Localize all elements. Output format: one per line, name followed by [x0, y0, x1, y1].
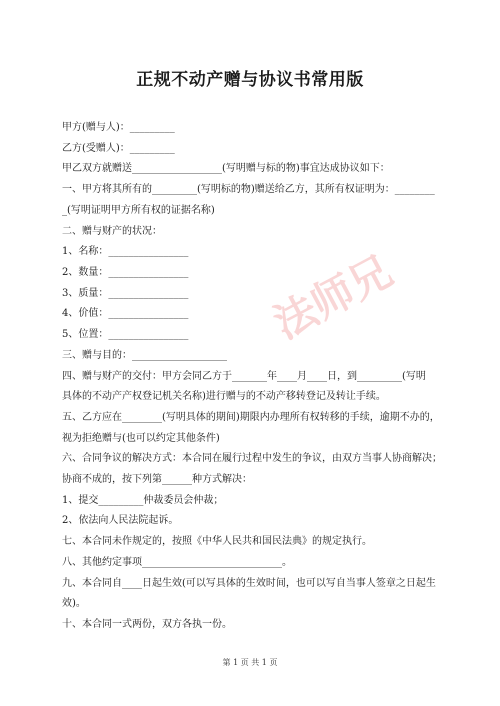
body-line: 具体的不动产产权登记机关名称)进行赠与的不动产移转登记及转让手续。 — [62, 391, 386, 402]
body-line: 十、本合同一式两份，双方各执一份。 — [62, 619, 232, 630]
body-line: 视为拒绝赠与(也可以约定其他条件) — [62, 433, 220, 444]
body-line: 4、价值：________________ — [62, 308, 189, 319]
body-line: 五、乙方应在________(写明具体的期间)期限内办理所有权转移的手续，逾期不办的， — [62, 412, 440, 423]
body-line: _(写明证明甲方所有权的证据名称) — [62, 205, 215, 216]
document-title: 正规不动产赠与协议书常用版 — [136, 70, 364, 90]
body-line: 1、提交_________仲裁委员会仲裁； — [62, 495, 224, 506]
watermark-logo: 法师兄 — [265, 245, 401, 349]
body-line: 三、赠与目的：___________________ — [62, 350, 227, 361]
body-line: 2、数量：________________ — [62, 267, 189, 278]
body-line: 九、本合同自____日起生效(可以写具体的生效时间，也可以写自当事人签章之日起生 — [62, 578, 436, 589]
body-line: 七、本合同未作规定的，按照《中华人民共和国民法典》的规定执行。 — [62, 536, 372, 547]
body-line: 3、质量：________________ — [62, 288, 189, 299]
body-line: 协商不成的，按下列第______种方式解决： — [62, 474, 252, 485]
body-line: 1、名称：________________ — [62, 246, 189, 257]
body-line: 八、其他约定事项____________________________。 — [62, 557, 292, 568]
body-line: 六、合同争议的解决方式：本合同在履行过程中发生的争议，由双方当事人协商解决； — [62, 453, 442, 464]
body-line: 乙方(受赠人)：_________ — [62, 143, 175, 154]
body-line: 甲方(赠与人)：_________ — [62, 122, 175, 133]
body-line: 二、赠与财产的状况： — [62, 226, 162, 237]
body-line: 一、甲方将其所有的_________(写明标的物)赠送给乙方，其所有权证明为：________ — [62, 184, 435, 195]
body-line: 5、位置：________________ — [62, 329, 189, 340]
body-line: 甲乙双方就赠送__________________(写明赠与标的物)事宜达成协议如下： — [62, 163, 390, 174]
body-line: 2、依法向人民法院起诉。 — [62, 515, 179, 526]
page-footer: 第 1 页 共 1 页 — [222, 658, 278, 667]
body-line: 效)。 — [62, 598, 86, 609]
body-line: 四、赠与财产的交付：甲方会同乙方于_______年____月____日，到_________(写明 — [62, 371, 426, 382]
